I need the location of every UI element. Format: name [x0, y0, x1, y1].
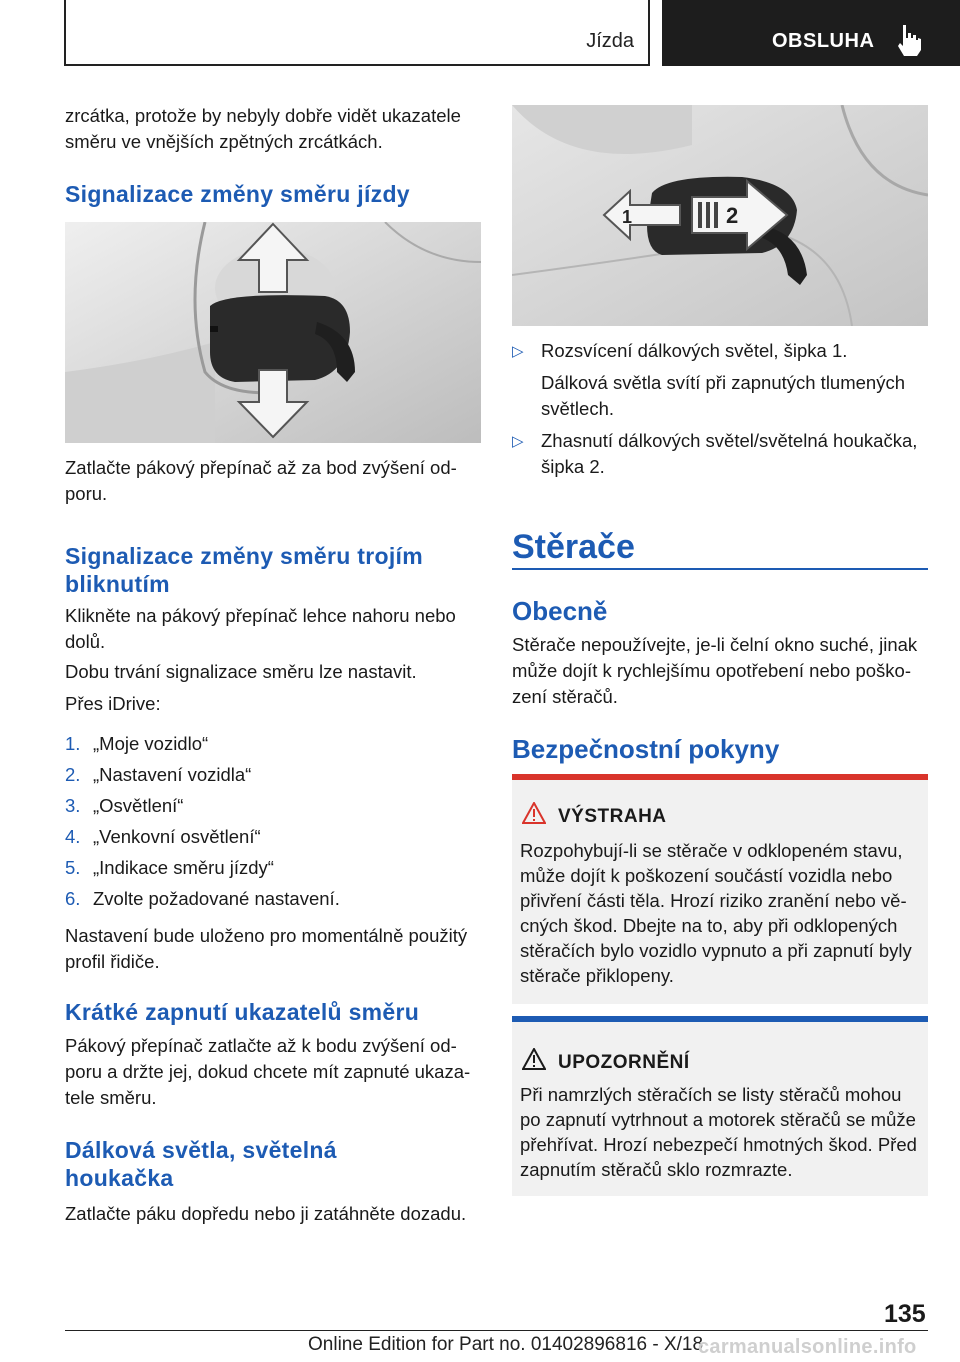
- duration-paragraph: Dobu trvání signalizace směru lze nastavit.: [65, 661, 417, 682]
- list-item: [65, 824, 481, 855]
- list-item: [65, 886, 481, 917]
- warning-box: [512, 774, 928, 1004]
- bullet-subtext: Dálková světla svítí při zapnutých tlumených světlech.: [541, 372, 905, 419]
- warning-text: Rozpohybují-li se stěrače v odklopeném stavu, může dojít k poškození součástí vozidla nebo přivření části těla. Hrozí riziko zranění nebo věcných škod. Dbejte na to, aby při odklopených stěračích bylo vozidlo vypnuto a při zapnutí byly stěrače přiklopeny.: [520, 840, 912, 986]
- caption-push-lever: Zatlačte pákový přepínač až za bod zvýšení odporu.: [65, 457, 457, 504]
- step-text: „Indikace směru jízdy“: [93, 857, 274, 878]
- page-number: 135: [884, 1300, 926, 1328]
- step-number: 1.: [65, 733, 81, 754]
- arrow-2-label: 2: [726, 203, 739, 228]
- step-number: 3.: [65, 795, 81, 816]
- step-number: 2.: [65, 764, 81, 785]
- heading-turn-signal: Signalizace změny směru jízdy: [65, 181, 410, 207]
- bullet-marker-icon: ▷: [512, 433, 524, 450]
- header-section-title: Jízda: [586, 30, 634, 52]
- arrow-1-label: 1: [622, 207, 633, 227]
- list-item: [65, 855, 481, 886]
- photo-high-beam-lever: [512, 105, 928, 326]
- high-beam-bullets: [512, 338, 928, 480]
- step-text: „Osvětlení“: [93, 795, 184, 816]
- notice-text: Při namrzlých stěračích se listy stěračů mohou po zapnutí vytrhnout a motorek stěračů se může přehřívat. Hrozí nebezpečí hmotných škod. Před zapnutím stěračů sklo rozmrazte.: [520, 1084, 917, 1180]
- list-item: [512, 338, 928, 422]
- pointing-hand-icon: [894, 22, 924, 58]
- footer-divider: [65, 1330, 928, 1331]
- header-section-box: [64, 0, 650, 66]
- photo-turn-signal-lever: [65, 222, 481, 443]
- notice-title: UPOZORNĚNÍ: [558, 1052, 690, 1073]
- short-signal-paragraph: Pákový přepínač zatlačte až k bodu zvýšení odporu a držte jej, dokud chcete mít zapnuté ukazatele směru.: [65, 1035, 471, 1108]
- step-number: 5.: [65, 857, 81, 878]
- watermark: carmanualsonline.info: [698, 1336, 917, 1358]
- step-text: „Moje vozidlo“: [93, 733, 209, 754]
- bullet-text: Rozsvícení dálkových světel, šipka 1.: [541, 340, 848, 361]
- idrive-paragraph: Přes iDrive:: [65, 693, 161, 714]
- notice-box: [512, 1016, 928, 1196]
- step-text: Zvolte požadované nastavení.: [93, 888, 340, 909]
- heading-wipers: Stěrače: [512, 528, 635, 566]
- section-divider: [512, 568, 928, 570]
- heading-safety: Bezpečnostní pokyny: [512, 734, 780, 764]
- step-number: 4.: [65, 826, 81, 847]
- list-item: [65, 793, 481, 824]
- list-item: [65, 731, 481, 762]
- step-text: „Venkovní osvětlení“: [93, 826, 261, 847]
- heading-triple-blink: Signalizace změny směru trojím bliknutím: [65, 543, 423, 597]
- bullet-text: Zhasnutí dálkových světel/světelná houkačka, šipka 2.: [541, 430, 918, 477]
- heading-general: Obecně: [512, 596, 608, 626]
- warning-triangle-icon: [522, 802, 546, 824]
- footer-edition: Online Edition for Part no. 01402896816 - X/18: [308, 1334, 704, 1355]
- heading-short-signal: Krátké zapnutí ukazatelů směru: [65, 999, 420, 1025]
- warning-triangle-icon: [522, 1048, 546, 1070]
- warning-title: VÝSTRAHA: [558, 806, 667, 827]
- general-paragraph: Stěrače nepoužívejte, je-li čelní okno suché, jinak může dojít k rychlejšímu opotřebení nebo poškození stěračů.: [512, 634, 918, 707]
- heading-high-beam: Dálková světla, světelná houkačka: [65, 1137, 337, 1191]
- list-item: [512, 428, 928, 480]
- header-chapter-label: OBSLUHA: [772, 30, 875, 52]
- step-text: „Nastavení vozidla“: [93, 764, 252, 785]
- step-number: 6.: [65, 888, 81, 909]
- intro-paragraph: zrcátka, protože by nebyly dobře vidět ukazatele směru ve vnějších zpětných zrcátkách.: [65, 105, 461, 152]
- header-chapter-tab: [662, 0, 960, 66]
- idrive-steps-list: [65, 731, 481, 917]
- bullet-marker-icon: ▷: [512, 343, 524, 360]
- high-beam-paragraph: Zatlačte páku dopředu nebo ji zatáhněte dozadu.: [65, 1203, 467, 1224]
- list-item: [65, 762, 481, 793]
- saved-settings-paragraph: Nastavení bude uloženo pro momentálně použitý profil řidiče.: [65, 925, 468, 972]
- triple-blink-paragraph: Klikněte na pákový přepínač lehce nahoru nebo dolů.: [65, 605, 456, 652]
